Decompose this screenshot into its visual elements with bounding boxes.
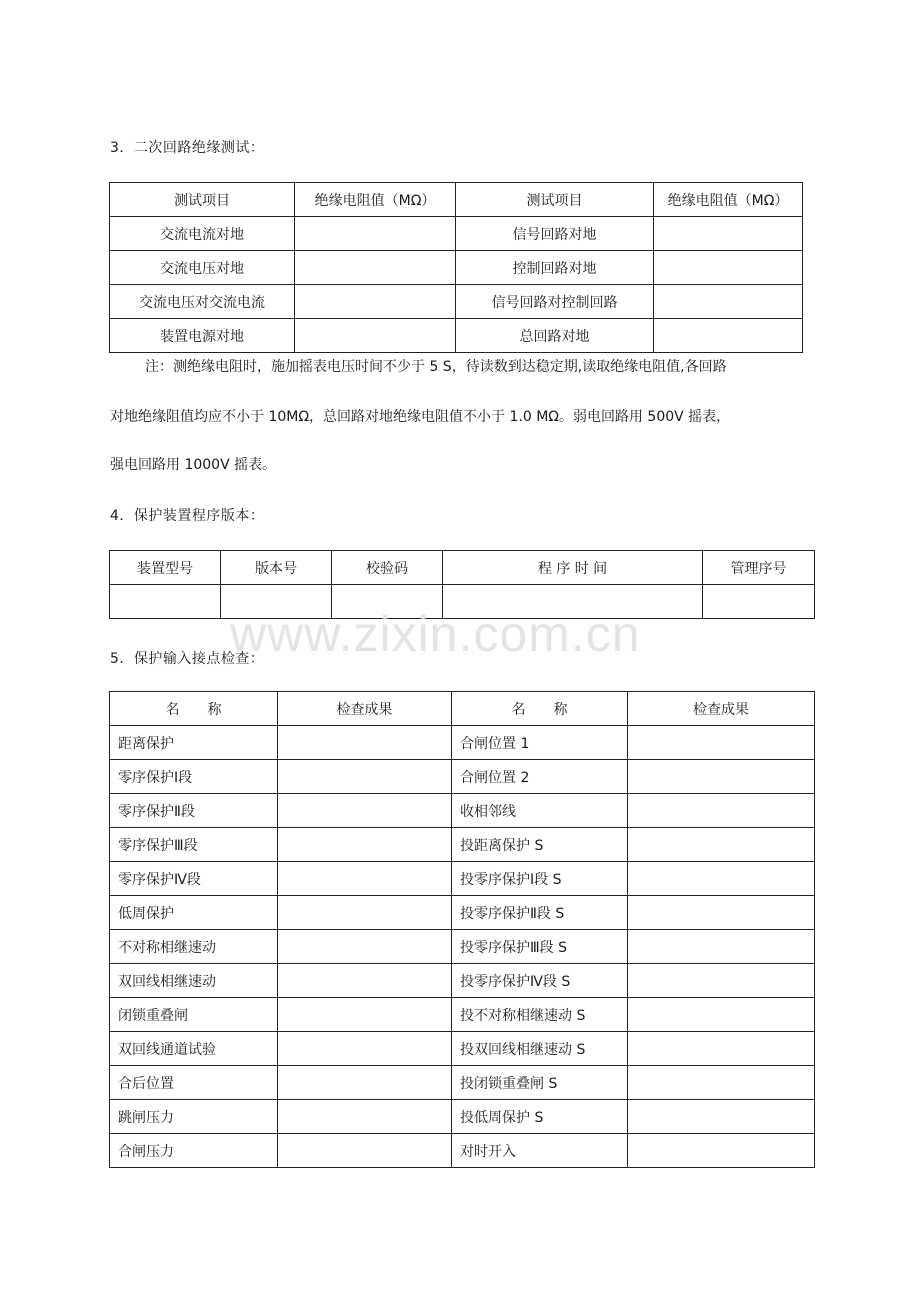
test-item: 信号回路对控制回路	[456, 285, 654, 319]
resistance-value	[654, 319, 803, 353]
check-result	[628, 862, 815, 896]
contact-name: 零序保护Ⅳ段	[110, 862, 278, 896]
table-row	[110, 285, 803, 319]
test-item: 交流电流对地	[110, 217, 295, 251]
test-item: 控制回路对地	[456, 251, 654, 285]
check-result	[278, 998, 452, 1032]
table-header-row	[110, 551, 815, 585]
contact-name: 投低周保护 S	[452, 1100, 628, 1134]
table-row	[110, 251, 803, 285]
col-header: 检查成果	[628, 692, 815, 726]
contact-name: 零序保护Ⅰ段	[110, 760, 278, 794]
test-item: 交流电压对地	[110, 251, 295, 285]
management-no-cell	[703, 585, 815, 619]
contact-name: 合闸位置 1	[452, 726, 628, 760]
contact-name: 不对称相继速动	[110, 930, 278, 964]
contact-name: 双回线通道试验	[110, 1032, 278, 1066]
check-result	[628, 726, 815, 760]
section4-heading: 4．保护装置程序版本：	[110, 508, 265, 524]
test-item: 总回路对地	[456, 319, 654, 353]
table-row	[110, 1066, 815, 1100]
resistance-value	[654, 285, 803, 319]
table-row	[110, 964, 815, 998]
contact-name: 闭锁重叠闸	[110, 998, 278, 1032]
section3-heading: 3．二次回路绝缘测试：	[110, 140, 265, 156]
contact-name: 投不对称相继速动 S	[452, 998, 628, 1032]
table-row	[110, 794, 815, 828]
test-item: 交流电压对交流电流	[110, 285, 295, 319]
check-result	[278, 1134, 452, 1168]
col-header: 校验码	[332, 551, 443, 585]
table-header-row	[110, 183, 803, 217]
insulation-test-table	[109, 182, 803, 353]
contact-name: 跳闸压力	[110, 1100, 278, 1134]
table-row	[110, 828, 815, 862]
note-line-1: 注：测绝缘电阻时，施加摇表电压时间不少于 5 S，待读数到达稳定期,读取绝缘电阻值,各回路	[145, 359, 727, 375]
contact-name: 投距离保护 S	[452, 828, 628, 862]
contact-name: 低周保护	[110, 896, 278, 930]
contact-name: 零序保护Ⅱ段	[110, 794, 278, 828]
col-header: 版本号	[221, 551, 332, 585]
col-header: 名 称	[110, 692, 278, 726]
table-row	[110, 726, 815, 760]
table-row	[110, 930, 815, 964]
contact-name: 收相邻线	[452, 794, 628, 828]
check-result	[628, 896, 815, 930]
resistance-value	[654, 251, 803, 285]
contact-name: 投零序保护Ⅰ段 S	[452, 862, 628, 896]
table-row	[110, 896, 815, 930]
contact-name: 合后位置	[110, 1066, 278, 1100]
contact-name: 投零序保护Ⅳ段 S	[452, 964, 628, 998]
col-header: 测试项目	[456, 183, 654, 217]
col-header: 装置型号	[110, 551, 221, 585]
input-contact-table	[109, 691, 815, 1168]
contact-name: 距离保护	[110, 726, 278, 760]
table-header-row	[110, 692, 815, 726]
table-row	[110, 217, 803, 251]
contact-name: 零序保护Ⅲ段	[110, 828, 278, 862]
check-result	[278, 930, 452, 964]
resistance-value	[295, 285, 456, 319]
table-row	[110, 1100, 815, 1134]
contact-name: 投闭锁重叠闸 S	[452, 1066, 628, 1100]
contact-name: 对时开入	[452, 1134, 628, 1168]
contact-name: 投零序保护Ⅱ段 S	[452, 896, 628, 930]
contact-name: 投零序保护Ⅲ段 S	[452, 930, 628, 964]
check-result	[628, 1032, 815, 1066]
check-result	[278, 794, 452, 828]
col-header: 绝缘电阻值（MΩ）	[654, 183, 803, 217]
check-result	[628, 1100, 815, 1134]
check-result	[628, 964, 815, 998]
check-result	[278, 1066, 452, 1100]
table-row	[110, 998, 815, 1032]
resistance-value	[654, 217, 803, 251]
watermark: www.zixin.com.cn	[230, 606, 641, 662]
resistance-value	[295, 251, 456, 285]
device-model-cell	[110, 585, 221, 619]
check-result	[628, 828, 815, 862]
table-row	[110, 760, 815, 794]
resistance-value	[295, 319, 456, 353]
check-result	[628, 1134, 815, 1168]
col-header: 程 序 时 间	[443, 551, 703, 585]
contact-name: 投双回线相继速动 S	[452, 1032, 628, 1066]
check-result	[628, 794, 815, 828]
check-result	[278, 1100, 452, 1134]
section5-heading: 5．保护输入接点检查：	[110, 651, 265, 667]
table-row	[110, 319, 803, 353]
col-header: 管理序号	[703, 551, 815, 585]
check-result	[278, 964, 452, 998]
table-row	[110, 1134, 815, 1168]
contact-name: 双回线相继速动	[110, 964, 278, 998]
check-result	[628, 1066, 815, 1100]
check-result	[278, 726, 452, 760]
check-result	[278, 896, 452, 930]
col-header: 检查成果	[278, 692, 452, 726]
test-item: 装置电源对地	[110, 319, 295, 353]
check-result	[628, 930, 815, 964]
check-result	[278, 862, 452, 896]
test-item: 信号回路对地	[456, 217, 654, 251]
contact-name: 合闸位置 2	[452, 760, 628, 794]
check-result	[628, 998, 815, 1032]
contact-name: 合闸压力	[110, 1134, 278, 1168]
col-header: 绝缘电阻值（MΩ）	[295, 183, 456, 217]
check-result	[278, 828, 452, 862]
check-result	[278, 1032, 452, 1066]
resistance-value	[295, 217, 456, 251]
check-result	[278, 760, 452, 794]
check-result	[628, 760, 815, 794]
col-header: 名 称	[452, 692, 628, 726]
col-header: 测试项目	[110, 183, 295, 217]
note-line-2: 对地绝缘阻值均应不小于 10MΩ，总回路对地绝缘电阻值不小于 1.0 MΩ。弱电回路用 500V 摇表，	[110, 409, 731, 425]
note-line-3: 强电回路用 1000V 摇表。	[110, 457, 277, 473]
table-row	[110, 862, 815, 896]
table-row	[110, 1032, 815, 1066]
